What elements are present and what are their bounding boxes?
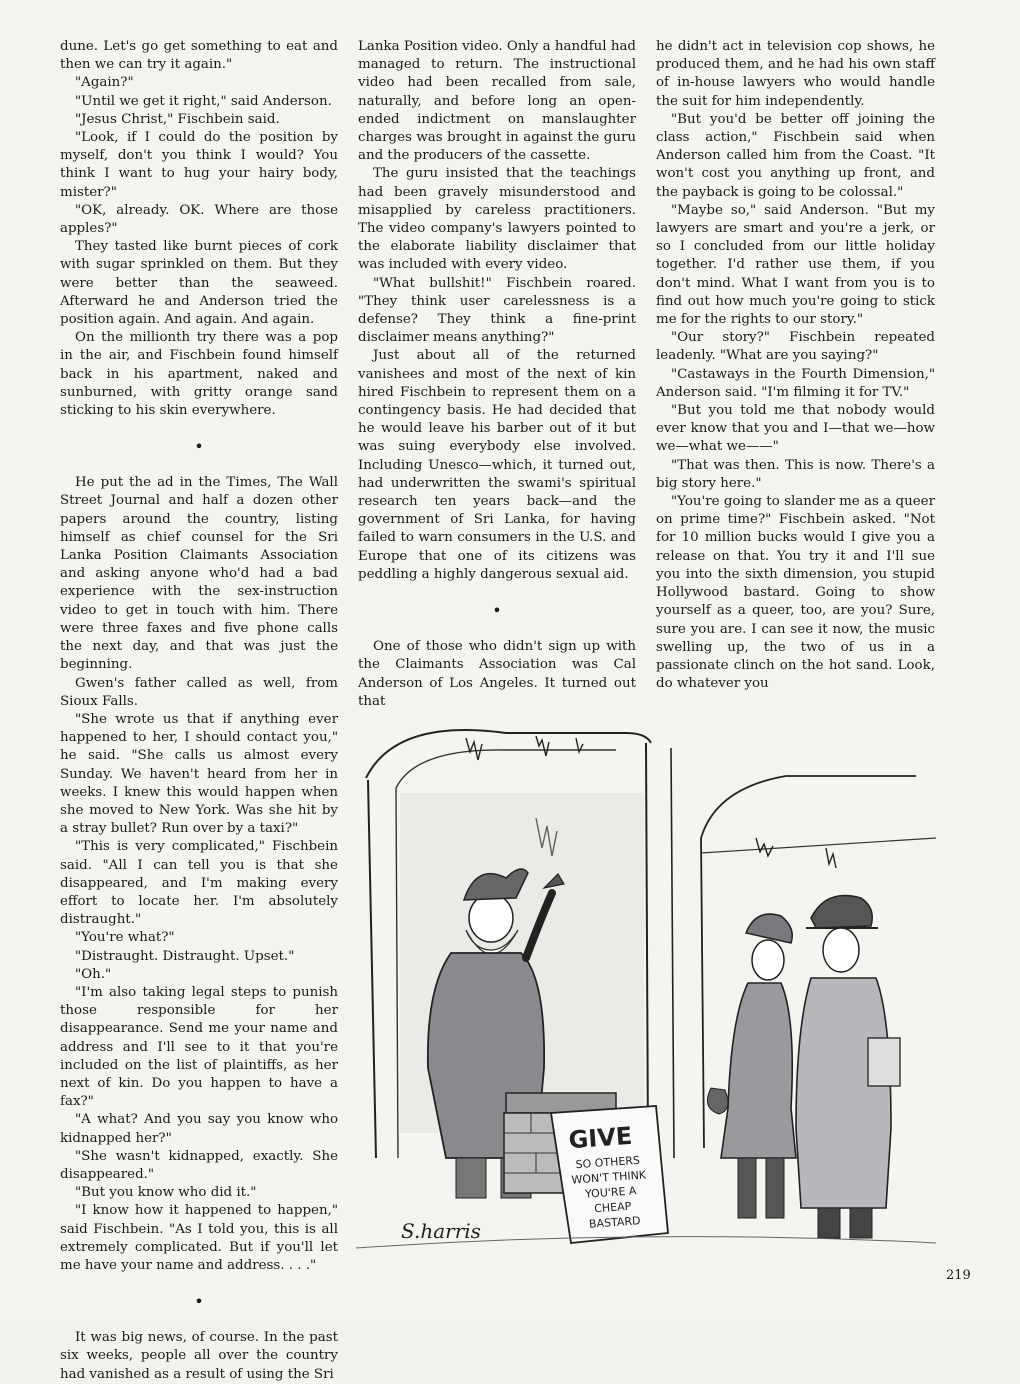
paragraph: "Oh.": [75, 966, 112, 982]
paragraph: "You're what?": [75, 930, 175, 946]
paragraph: It was big news, of course. In the past six weeks, people all over the country had vanished as a result of using the Sri: [60, 1330, 338, 1382]
section-break-bullet: •: [194, 1292, 204, 1312]
cartoon-illustration: [356, 688, 936, 1268]
paragraph: They tasted like burnt pieces of cork with sugar sprinkled on them. But they were better than the seaweed. Afterward he and Anderson tried the position again. And again. And again.: [60, 239, 338, 328]
paragraph: he didn't act in television cop shows, he produced them, and he had his own staff of in-house lawyers who would handle the suit for him independently.: [656, 39, 935, 109]
paragraph: On the millionth try there was a pop in the air, and Fischbein found himself back in his apartment, naked and sunburned, with gritty orange sand sticking to his skin everywhere.: [60, 330, 338, 419]
paragraph: Lanka Position video. Only a handful had managed to return. The instructional video had been recalled from sale, naturally, and before long an open-ended indictment on manslaughter charges was brought in against the guru and the producers of the cassette.: [358, 39, 636, 164]
paragraph: "A what? And you say you know who kidnapped her?": [60, 1112, 338, 1146]
paragraph: "Jesus Christ," Fischbein said.: [75, 111, 280, 127]
paragraph: "But you know who did it.": [75, 1185, 257, 1201]
paragraph: "What bullshit!" Fischbein roared. "They think user carelessness is a defense? They think a fine-print disclaimer means anything?": [358, 275, 636, 346]
paragraph: "Maybe so," said Anderson. "But my lawyers are smart and you're a jerk, or so I concluded from our little holiday together. I'd rather use them, if you don't mind. What I want from you is to find out how much you're going to stick me for the rights to our story.": [656, 202, 935, 328]
paragraph: The guru insisted that the teachings had been gravely misunderstood and misapplied by careless practitioners. The video company's lawyers pointed to the elaborate liability disclaimer that was included with every video.: [358, 166, 636, 273]
paragraph: One of those who didn't sign up with the Claimants Association was Cal Anderson of Los Angeles. It turned out that: [358, 639, 636, 709]
paragraph: "She wrote us that if anything ever happened to her, I should contact you," he said. "She calls us almost every Sunday. We haven't heard from her in weeks. I knew this would happen when she moved to New York. Was she hit by a stray bullet? Run over by a taxi?": [60, 711, 338, 837]
paragraph: "Again?": [75, 75, 134, 91]
paragraph: "Our story?" Fischbein repeated leadenly. "What are you saying?": [656, 330, 935, 364]
text-column-1: [60, 38, 338, 1384]
paragraph: "OK, already. OK. Where are those apples?": [60, 202, 338, 237]
sign-line-5: CHEAP: [593, 1199, 632, 1216]
text-column-2: [358, 38, 636, 711]
sign-line-6: BASTARD: [588, 1214, 641, 1231]
paragraph: "She wasn't kidnapped, exactly. She disappeared.": [60, 1148, 338, 1182]
paragraph: Gwen's father called as well, from Sioux Falls.: [60, 675, 338, 709]
paragraph: "That was then. This is now. There's a big story here.": [656, 457, 935, 491]
section-break-bullet: •: [492, 601, 502, 621]
sign-line-4: YOU'RE A: [584, 1184, 637, 1201]
artist-signature: S.harris: [401, 1219, 481, 1243]
paragraph: "I know how it happened to happen," said Fischbein. "As I told you, this is all extremely complicated. But if you'll let me have your name and address. . . .": [60, 1203, 338, 1273]
paragraph: "You're going to slander me as a queer on prime time?" Fischbein asked. "Not for 10 million bucks would I give you a release on that. You try it and I'll sue you into the sixth dimension, you stupid Hollywood bastard. Going to show yourself as a queer, too, are you? Sure, sure you are. I can see it now, the music swelling up, the two of us in a passionate clinch on the hot sand. Look, do whatever you: [656, 494, 935, 692]
section-break-bullet: •: [194, 437, 204, 457]
sign-line-3: WON'T THINK: [571, 1168, 647, 1187]
paragraph: dune. Let's go get something to eat and then we can try it again.": [60, 39, 338, 73]
paragraph: "But you'd be better off joining the class action," Fischbein said when Anderson called him from the Coast. "It won't cost you anything up front, and the payback is going to be colossal.": [656, 111, 935, 200]
sign-line-2: SO OTHERS: [575, 1153, 641, 1172]
paragraph: "Until we get it right," said Anderson.: [75, 93, 332, 109]
paragraph: "But you told me that nobody would ever know that you and I—that we—how we—what we——": [656, 403, 935, 455]
paragraph: He put the ad in the Times, The Wall Street Journal and half a dozen other papers around the country, listing himself as chief counsel for the Sri Lanka Position Claimants Association and asking anyone who'd had a bad experience with the sex-instruction video to get in touch with him. There were three faxes and five phone calls the next day, and that was just the beginning.: [60, 475, 338, 673]
paragraph: "Distraught. Distraught. Upset.": [75, 948, 295, 964]
paragraph: "Look, if I could do the position by myself, don't you think I would? You think I want to hug your hairy body, mister?": [60, 130, 338, 200]
text-column-3: [656, 38, 935, 693]
sign-line-1: GIVE: [567, 1121, 634, 1155]
paragraph: Just about all of the returned vanishees and most of the next of kin hired Fischbein to represent them on a contingency basis. He had decided that he would leave his barber out of it but was suing everybody else involved. Including Unesco—which, it turned out, had underwritten the swami's spiritual research ten years back—and the government of Sri Lanka, for having failed to warn consumers in the U.S. and Europe that one of its citizens was peddling a highly dangerous sexual aid.: [358, 348, 636, 582]
page-number: 219: [946, 1268, 971, 1283]
paragraph: "I'm also taking legal steps to punish those responsible for her disappearance. Send me your name and address and I'll see to it that you're included on the list of plaintiffs, as her next of kin. Do you happen to have a fax?": [60, 984, 338, 1110]
paragraph: "Castaways in the Fourth Dimension," Anderson said. "I'm filming it for TV.": [656, 366, 935, 400]
paragraph: "This is very complicated," Fischbein said. "All I can tell you is that she disappeared, and I'm making every effort to locate her. I'm absolutely distraught.": [60, 839, 338, 928]
